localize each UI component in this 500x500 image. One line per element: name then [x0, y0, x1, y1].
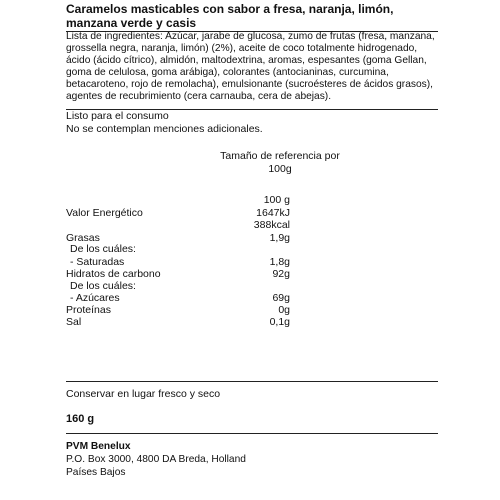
nutrition-row-value: 1,9g: [269, 232, 290, 244]
nutrition-row-value: 388kcal: [253, 219, 290, 231]
reference-amount: 100g: [268, 163, 292, 175]
nutrition-row-value: 69g: [272, 292, 290, 304]
nutrition-row-value: 0,1g: [269, 316, 290, 328]
product-title: Caramelos masticables con sabor a fresa, naranja, limón, manzana verde y casis: [66, 2, 394, 30]
nutrition-row-label: Proteínas: [66, 304, 111, 316]
company-address-line2: Países Bajos: [66, 467, 126, 478]
company-divider: [66, 433, 438, 434]
net-weight: 160 g: [66, 413, 95, 425]
mentions-note: No se contemplan menciones adicionales.: [66, 123, 263, 135]
nutrition-row-label: Sal: [66, 316, 82, 328]
nutrition-row-value: 1,8g: [269, 256, 290, 268]
nutrition-row-value: 0g: [278, 304, 290, 316]
nutrition-row-label: Hidratos de carbono: [66, 268, 161, 280]
ready-note: Listo para el consumo: [66, 110, 169, 122]
reference-label: Tamaño de referencia por: [220, 150, 340, 162]
storage-note: Conservar en lugar fresco y seco: [66, 388, 221, 400]
nutrition-row-value: 1647kJ: [256, 207, 290, 219]
nutrition-row-label: De los cuáles:: [70, 280, 136, 292]
column-header: 100 g: [263, 194, 290, 206]
company-name: PVM Benelux: [66, 441, 131, 452]
ingredients-list: Lista de ingredientes: Azúcar, jarabe de glucosa, zumo de frutas (fresa, manzana, grossella negra, naranja, limón) (2%), aceite de coco totalmente hidrogenado, ácido (ácido cítrico), almidón, maltodextrina, aromas, espesantes (goma Gellan, goma de celulosa, goma arábiga), colorantes (antocianinas, curcumina, betacaroteno, rojo de remolacha), emulsionante (sucroésteres de ácidos grasos), agentes de recubrimiento (cera carnauba, cera de abejas).: [66, 31, 435, 102]
nutrition-row-label: Valor Energético: [66, 207, 143, 219]
company-address-line1: P.O. Box 3000, 4800 DA Breda, Holland: [66, 454, 246, 465]
storage-divider: [66, 381, 438, 382]
nutrition-row-value: 92g: [272, 268, 290, 280]
nutrition-row-label: - Saturadas: [70, 256, 125, 268]
nutrition-row-label: Grasas: [66, 232, 100, 244]
nutrition-row-label: De los cuáles:: [70, 243, 136, 255]
nutrition-row-label: - Azúcares: [70, 292, 120, 304]
